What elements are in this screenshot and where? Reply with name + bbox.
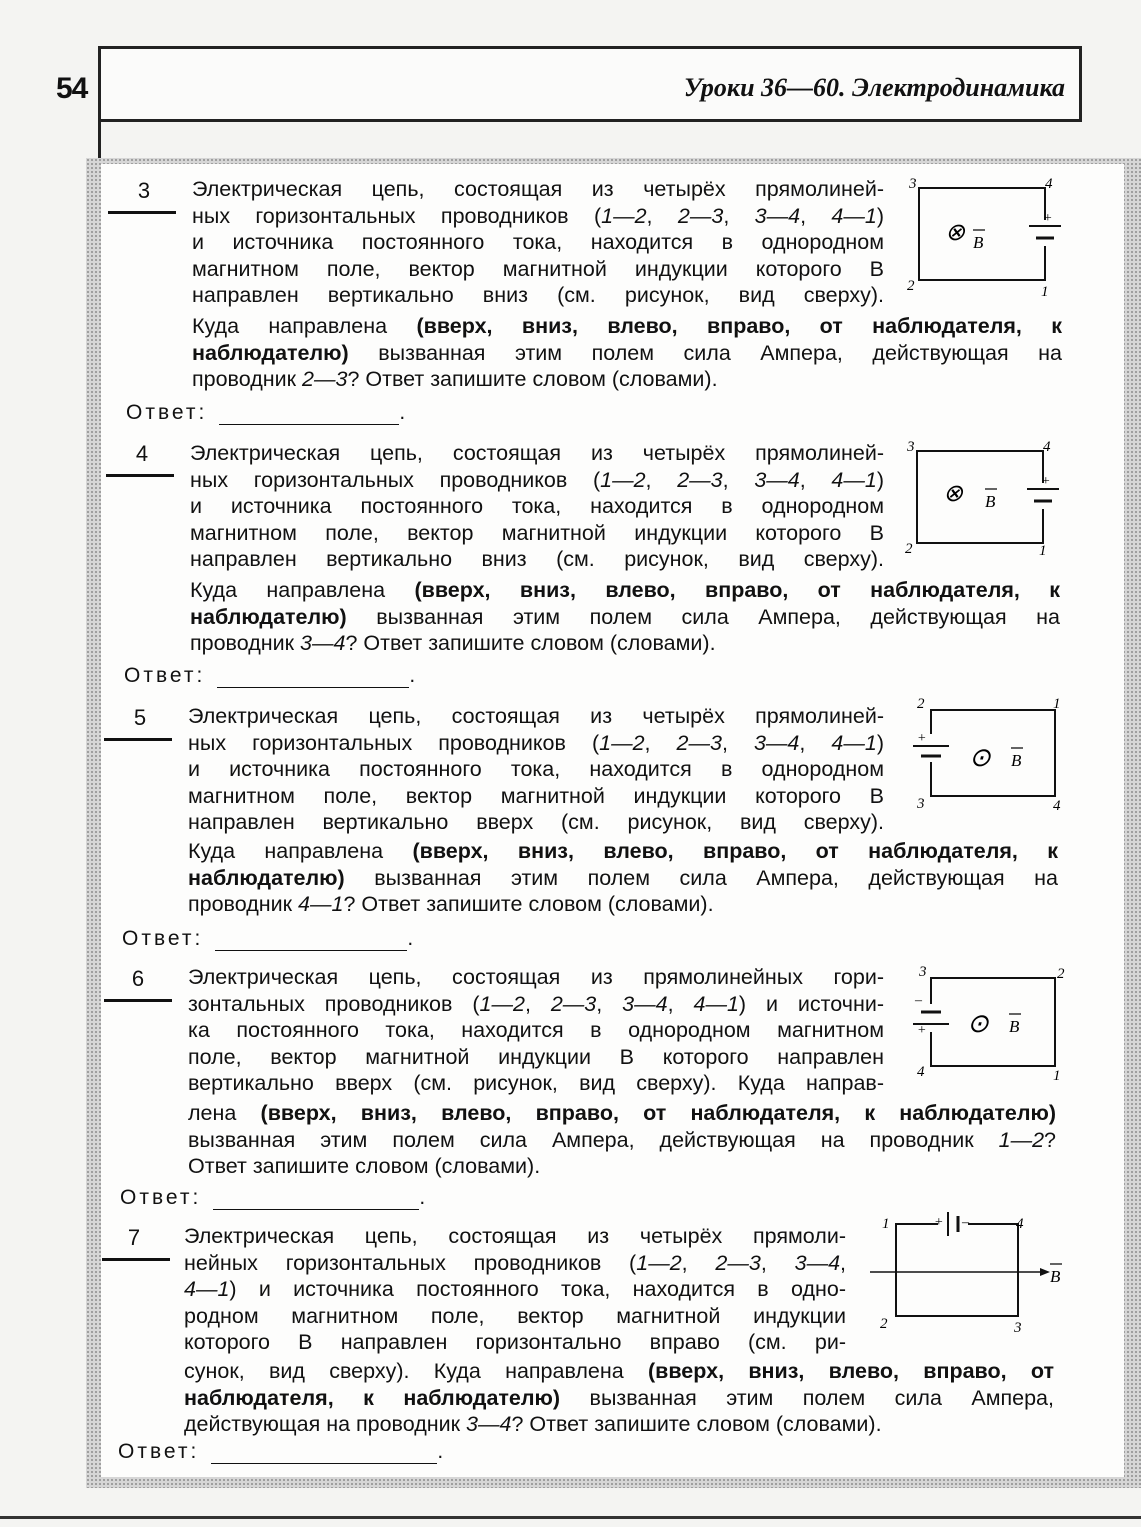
field-out-of-page-icon: ⊙ bbox=[967, 1009, 989, 1038]
battery-minus-sign: – bbox=[962, 1215, 969, 1230]
answer-row: Ответ: . bbox=[124, 664, 416, 687]
vector-b-label: B bbox=[985, 492, 996, 511]
vector-b-label: B bbox=[1011, 751, 1022, 770]
corner-label: 3 bbox=[907, 439, 915, 455]
task-line: проводник 2—3? Ответ запишите словом (словами). bbox=[192, 367, 718, 391]
corner-label: 2 bbox=[907, 278, 915, 294]
answer-input[interactable] bbox=[211, 1463, 437, 1464]
task-text-wide bbox=[192, 313, 1062, 393]
corner-label: 2 bbox=[1057, 966, 1065, 982]
field-out-of-page-icon: ⊙ bbox=[969, 743, 991, 772]
task-line: ных горизонтальных проводников (1—2, 2—3, 3—4, 4—1) bbox=[192, 203, 885, 228]
task-line: ных горизонтальных проводников (1—2, 2—3, 3—4, 4—1) bbox=[188, 730, 884, 755]
circuit-frame bbox=[896, 1224, 1018, 1316]
task-line: Электрическая цепь, состоящая из четырёх прямолиней- bbox=[188, 704, 884, 728]
corner-label: 3 bbox=[917, 796, 925, 812]
task-line: нейных горизонтальных проводников (1—2, 2—3, 3—4, bbox=[184, 1250, 847, 1275]
task-line: Электрическая цепь, состоящая из четырёх прямоли- bbox=[184, 1224, 846, 1248]
task-line: лена (вверх, вниз, влево, вправо, от наблюдателя, к наблюдателю) bbox=[188, 1101, 1057, 1125]
task-line: и источника постоянного тока, находится в однородном bbox=[188, 757, 884, 781]
task-line: вертикально вверх (см. рисунок, вид сверху). Куда направ- bbox=[188, 1071, 884, 1095]
field-into-page-icon: ⊗ bbox=[945, 220, 966, 246]
task-line: направлен вертикально вниз (см. рисунок, вид сверху). bbox=[192, 283, 884, 307]
task-line: Электрическая цепь, состоящая из четырёх прямолиней- bbox=[192, 177, 884, 201]
task-number: 6 bbox=[131, 966, 145, 991]
task-text bbox=[192, 176, 884, 309]
corner-label: 2 bbox=[905, 541, 913, 557]
circuit-figure bbox=[905, 960, 1070, 1084]
corner-label: 2 bbox=[917, 696, 925, 712]
circuit-figure bbox=[866, 1208, 1066, 1338]
task-line: вызванная этим полем сила Ампера, действующая на проводник 1—2? bbox=[188, 1127, 1056, 1152]
battery-plus-sign: + bbox=[917, 1023, 927, 1038]
circuit-frame bbox=[917, 451, 1043, 543]
task-line: направлен вертикально вниз (см. рисунок, вид сверху). bbox=[190, 547, 884, 571]
corner-label: 3 bbox=[919, 964, 927, 980]
corner-label: 1 bbox=[1053, 696, 1061, 712]
task-line: Куда направлена (вверх, вниз, влево, вправо, от наблюдателя, к bbox=[190, 578, 1060, 602]
page-bottom-rule bbox=[0, 1516, 1141, 1519]
corner-label: 1 bbox=[1041, 284, 1049, 300]
task-line: наблюдателю) вызванная этим полем сила Ампера, действующая на bbox=[188, 865, 1058, 890]
task-line: которого B направлен горизонтально вправо (см. ри- bbox=[184, 1330, 846, 1354]
task-number-rule bbox=[106, 474, 174, 477]
answer-row: Ответ: . bbox=[126, 401, 406, 424]
task-number: 3 bbox=[137, 178, 151, 203]
task-line: наблюдателю) вызванная этим полем сила Ампера, действующая на bbox=[192, 340, 1062, 365]
answer-label: Ответ: bbox=[122, 927, 204, 950]
chapter-title: Уроки 36—60. Электродинамика bbox=[683, 73, 1065, 102]
corner-label: 4 bbox=[1053, 798, 1061, 814]
circuit-figure bbox=[905, 178, 1065, 298]
task-line: родном магнитном поле, вектор магнитной индукции bbox=[184, 1303, 846, 1328]
task-line: и источника постоянного тока, находится в однородном bbox=[192, 230, 884, 254]
circuit-frame bbox=[931, 710, 1055, 796]
answer-row: Ответ: . bbox=[122, 927, 414, 950]
task-line: действующая на проводник 3—4? Ответ запишите словом (словами). bbox=[184, 1412, 882, 1436]
task-text bbox=[188, 964, 884, 1097]
task-line: ных горизонтальных проводников (1—2, 2—3, 3—4, 4—1) bbox=[190, 467, 884, 492]
task-number-rule bbox=[104, 999, 172, 1002]
battery-plus-sign: + bbox=[1043, 211, 1053, 226]
corner-label: 4 bbox=[1045, 176, 1053, 192]
task-text bbox=[190, 440, 884, 573]
corner-label: 4 bbox=[1043, 439, 1051, 455]
task-line: Электрическая цепь, состоящая из прямолинейных гори- bbox=[188, 965, 884, 989]
task-line: проводник 4—1? Ответ запишите словом (словами). bbox=[188, 892, 714, 916]
task-line: наблюдателю) вызванная этим полем сила Ампера, действующая на bbox=[190, 604, 1060, 629]
chapter-header bbox=[98, 46, 1082, 122]
corner-label: 3 bbox=[1014, 1320, 1022, 1336]
field-arrow-icon bbox=[1040, 1268, 1050, 1276]
task-line: Ответ запишите словом (словами). bbox=[188, 1154, 541, 1178]
task-number: 7 bbox=[127, 1225, 141, 1250]
answer-label: Ответ: bbox=[118, 1440, 200, 1463]
task-number-rule bbox=[102, 1258, 170, 1261]
answer-label: Ответ: bbox=[120, 1186, 202, 1209]
task-text-wide bbox=[184, 1358, 1054, 1438]
task-number: 4 bbox=[135, 441, 149, 466]
task-number-rule bbox=[108, 211, 176, 214]
task-line: поле, вектор магнитной индукции B которого направлен bbox=[188, 1044, 884, 1069]
answer-row: Ответ: . bbox=[118, 1440, 444, 1463]
task-text bbox=[188, 703, 884, 836]
header-rule bbox=[98, 122, 101, 162]
circuit-figure bbox=[905, 696, 1070, 816]
corner-label: 3 bbox=[909, 176, 917, 192]
corner-label: 2 bbox=[880, 1316, 888, 1332]
answer-input[interactable] bbox=[213, 1209, 419, 1210]
battery-plus-sign: + bbox=[934, 1215, 944, 1230]
answer-input[interactable] bbox=[217, 687, 409, 688]
vector-b-label: B bbox=[1009, 1017, 1020, 1036]
task-text bbox=[184, 1223, 846, 1356]
task-line: проводник 3—4? Ответ запишите словом (словами). bbox=[190, 631, 716, 655]
task-number: 5 bbox=[133, 705, 147, 730]
corner-label: 1 bbox=[1053, 1068, 1061, 1084]
field-into-page-icon: ⊗ bbox=[943, 481, 964, 507]
page-number: 54 bbox=[56, 72, 88, 105]
corner-label: 1 bbox=[1039, 543, 1047, 559]
task-line: 4—1) и источника постоянного тока, находится в одно- bbox=[184, 1277, 846, 1301]
task-line: наблюдателя, к наблюдателю) вызванная этим полем сила Ампера, bbox=[184, 1385, 1054, 1410]
task-line: магнитном поле, вектор магнитной индукции которого B bbox=[192, 256, 884, 281]
task-line: направлен вертикально вверх (см. рисунок, вид сверху). bbox=[188, 810, 884, 834]
task-line: зонтальных проводников (1—2, 2—3, 3—4, 4—1) и источни- bbox=[188, 991, 885, 1016]
task-line: магнитном поле, вектор магнитной индукции которого B bbox=[188, 783, 884, 808]
vector-b-label: B bbox=[973, 233, 984, 252]
answer-input[interactable] bbox=[219, 424, 399, 425]
answer-label: Ответ: bbox=[124, 664, 206, 687]
task-text-wide bbox=[190, 577, 1060, 657]
answer-input[interactable] bbox=[215, 950, 407, 951]
task-line: и источника постоянного тока, находится в однородном bbox=[190, 494, 884, 518]
battery-plus-sign: + bbox=[917, 731, 927, 746]
battery-plus-sign: + bbox=[1041, 474, 1051, 489]
task-line: магнитном поле, вектор магнитной индукции которого B bbox=[190, 520, 884, 545]
task-text-wide bbox=[188, 1100, 1056, 1180]
corner-label: 1 bbox=[882, 1216, 890, 1232]
corner-label: 4 bbox=[917, 1064, 925, 1080]
vector-b-label: B bbox=[1050, 1267, 1061, 1286]
answer-label: Ответ: bbox=[126, 401, 208, 424]
task-line: Куда направлена (вверх, вниз, влево, вправо, от наблюдателя, к bbox=[188, 839, 1058, 863]
corner-label: 4 bbox=[1016, 1216, 1024, 1232]
answer-row: Ответ: . bbox=[120, 1186, 426, 1209]
task-line: Куда направлена (вверх, вниз, влево, вправо, от наблюдателя, к bbox=[192, 314, 1062, 338]
task-text-wide bbox=[188, 838, 1058, 918]
task-number-rule bbox=[104, 738, 172, 741]
task-line: ка постоянного тока, находится в однородном магнитном bbox=[188, 1018, 884, 1042]
circuit-frame bbox=[931, 978, 1055, 1066]
circuit-figure bbox=[903, 441, 1063, 561]
task-line: Электрическая цепь, состоящая из четырёх прямолиней- bbox=[190, 441, 884, 465]
battery-minus-sign: – bbox=[915, 993, 922, 1008]
task-line: сунок, вид сверху). Куда направлена (вверх, вниз, влево, вправо, от bbox=[184, 1359, 1054, 1383]
